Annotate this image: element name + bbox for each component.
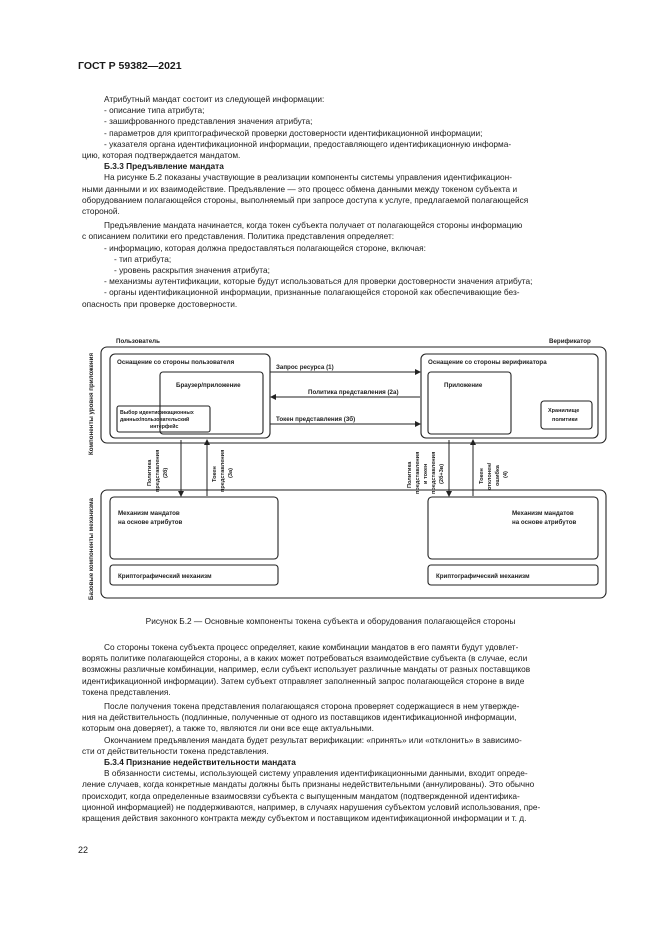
mech-right-line: на основе атрибутов bbox=[512, 519, 577, 526]
list-item: - органы идентификационной информации, признанные полагающейся стороной как обеспечивающие без- bbox=[104, 287, 520, 298]
crypto-left-label: Криптографический механизм bbox=[118, 573, 212, 580]
vlabel: представления bbox=[155, 449, 161, 492]
paragraph-line: В обязанности системы, использующей систему управления идентификационными данными, входит опреде- bbox=[104, 768, 528, 779]
mech-left-line: на основе атрибутов bbox=[118, 519, 183, 526]
section-title: Б.3.4 Признание недействительности мандата bbox=[104, 757, 296, 768]
verifier-label: Верификатор bbox=[549, 338, 591, 345]
page-number: 22 bbox=[78, 845, 89, 855]
msg-resource-request: Запрос ресурса (1) bbox=[276, 364, 334, 371]
paragraph-line: После получения токена представления полагающаяся сторона проверяет содержащиеся в нем утвержде- bbox=[104, 701, 520, 712]
vlabel: представления bbox=[431, 451, 437, 494]
paragraph-line: идентификационной информации). Затем субъект отправляет заполненный запрос полагающейся стороне в виде bbox=[82, 675, 525, 686]
paragraph-line: Со стороны токена субъекта процесс определяет, какие комбинации мандатов в его памяти будут удовлет- bbox=[104, 642, 519, 652]
crypto-right-label: Криптографический механизм bbox=[436, 573, 530, 580]
vlabel: (2б) bbox=[163, 467, 169, 478]
vlabel: отклонен/ bbox=[487, 462, 493, 490]
mech-right-line: Механизм мандатов bbox=[512, 510, 574, 517]
browser-app-title: Браузер/приложение bbox=[176, 382, 241, 389]
vlabel: представления bbox=[415, 451, 421, 494]
selection-ui-line: данных/пользовательский bbox=[120, 417, 190, 423]
side-label-application: Компоненты уровня приложения bbox=[88, 352, 95, 455]
paragraph-line: ворять политике полагающейся стороны, а в каких может потребоваться взаимодействие субъекта (в случае, если bbox=[82, 653, 528, 664]
vlabel: Токен bbox=[479, 468, 485, 484]
mechanism-layer-frame bbox=[101, 490, 606, 598]
paragraph-line: Окончанием предъявления мандата будет результат верификации: «принять» или «отклонить» в зависимо- bbox=[104, 734, 522, 745]
vlabel: (3а) bbox=[228, 468, 234, 478]
verifier-equipment-box bbox=[421, 354, 598, 438]
user-equipment-title: Оснащение со стороны пользователя bbox=[117, 359, 235, 366]
user-label: Пользователь bbox=[116, 338, 160, 345]
selection-ui-line: Выбор идентификационных bbox=[120, 410, 194, 416]
policy-storage-line: политики bbox=[552, 417, 578, 423]
list-item: - указателя органа идентификационной информации, предоставляющего идентификационную информа- bbox=[104, 138, 512, 149]
paragraph-line: ционной информацией) не поддерживаются, например, в случаях нарушения субъектом условий использования, пре- bbox=[82, 801, 541, 812]
application-title: Приложение bbox=[444, 382, 483, 389]
section-title: Б.3.3 Предъявление мандата bbox=[104, 161, 224, 172]
vlabel: и токен bbox=[423, 463, 429, 484]
mech-left-box bbox=[110, 497, 278, 559]
paragraph-line: происходит, когда определенные взаимосвязи субъекта с выпущенным мандатом (подтвержденной идентифика- bbox=[82, 790, 520, 801]
list-item: опасность при проверке достоверности. bbox=[82, 298, 238, 309]
vlabel: Токен bbox=[212, 466, 218, 482]
paragraph-line: оборудованием полагающейся стороны, выполняемый при запросе доступа к услуге, предлагаемой полагающейся bbox=[82, 194, 529, 205]
paragraph-line: токена представления. bbox=[82, 686, 171, 697]
list-item: цию, которая подтверждается мандатом. bbox=[82, 150, 241, 161]
paragraph-line: ление случаев, когда конкретные мандаты должны быть признаны недействительными (аннулированы). Это обычно bbox=[82, 779, 535, 790]
paragraph-line: с описанием политики его представления. Политика представления определяет: bbox=[82, 231, 395, 242]
vlabel: Политика bbox=[407, 461, 413, 488]
bottom-text-block bbox=[82, 642, 616, 824]
list-item: - тип атрибута; bbox=[114, 253, 172, 264]
vlabel: Политика bbox=[147, 459, 153, 486]
list-item: - параметров для криптографической проверки достоверности идентификационной информации; bbox=[104, 127, 483, 138]
paragraph-line: На рисунке Б.2 показаны участвующие в реализации компоненты системы управления идентификацион- bbox=[104, 172, 512, 183]
msg-presentation-token: Токен представления (3б) bbox=[276, 416, 356, 423]
paragraph-line: которым она доверяет), а также то, являются ли они все еще актуальными. bbox=[82, 723, 374, 734]
attribute-mandate-intro: Атрибутный мандат состоит из следующей информации: bbox=[104, 94, 325, 104]
vlabel: (2б+3в) bbox=[439, 463, 445, 484]
paragraph-line: ными данными и их взаимодействие. Предъявление — это процесс обмена данными между токеном субъекта и bbox=[82, 183, 518, 194]
figure-caption: Рисунок Б.2 — Основные компоненты токена субъекта и оборудования полагающейся стороны bbox=[145, 616, 516, 626]
paragraph-line: сти от действительности токена представления. bbox=[82, 745, 269, 756]
side-label-mechanism: Базовые компоненты механизма bbox=[88, 498, 95, 600]
vlabel: (4) bbox=[503, 471, 509, 478]
mech-right-box bbox=[428, 497, 598, 559]
user-equipment-box bbox=[110, 354, 270, 438]
policy-storage-line: Хранилище bbox=[548, 408, 580, 414]
paragraph-line: ния на действительность (подлинные, полученные от одного из поставщиков идентификационной информации, bbox=[82, 712, 517, 723]
paragraph-line: кращения действия законного контракта между субъектом и поставщиком идентификационной информации и т. д. bbox=[82, 813, 527, 824]
policy-storage-box bbox=[541, 401, 592, 429]
paragraph-line: Предъявление мандата начинается, когда токен субъекта получает от полагающейся стороны информацию bbox=[104, 220, 523, 231]
list-item: - описание типа атрибута; bbox=[104, 105, 205, 116]
vlabel: ошибка bbox=[495, 465, 501, 486]
list-item: - зашифрованного представления значения атрибута; bbox=[104, 116, 313, 127]
list-item: - механизмы аутентификации, которые будут использоваться для проверки достоверности значения атрибута; bbox=[104, 276, 533, 287]
list-item: - информацию, которая должна предоставляться полагающейся стороне, включая: bbox=[104, 242, 426, 253]
list-item: - уровень раскрытия значения атрибута; bbox=[114, 265, 270, 276]
selection-ui-line: интерфейс bbox=[150, 424, 179, 430]
document-header: ГОСТ Р 59382—2021 bbox=[78, 60, 182, 72]
vlabel: представления bbox=[220, 449, 226, 492]
mech-left-line: Механизм мандатов bbox=[118, 510, 180, 517]
paragraph-line: возможны различные комбинации, например, если субъект использует различные мандаты от разных поставщиков bbox=[82, 664, 531, 675]
paragraph-line: стороной. bbox=[82, 206, 120, 217]
verifier-equipment-title: Оснащение со стороны верификатора bbox=[428, 359, 547, 366]
msg-presentation-policy: Политика представления (2а) bbox=[308, 389, 399, 396]
